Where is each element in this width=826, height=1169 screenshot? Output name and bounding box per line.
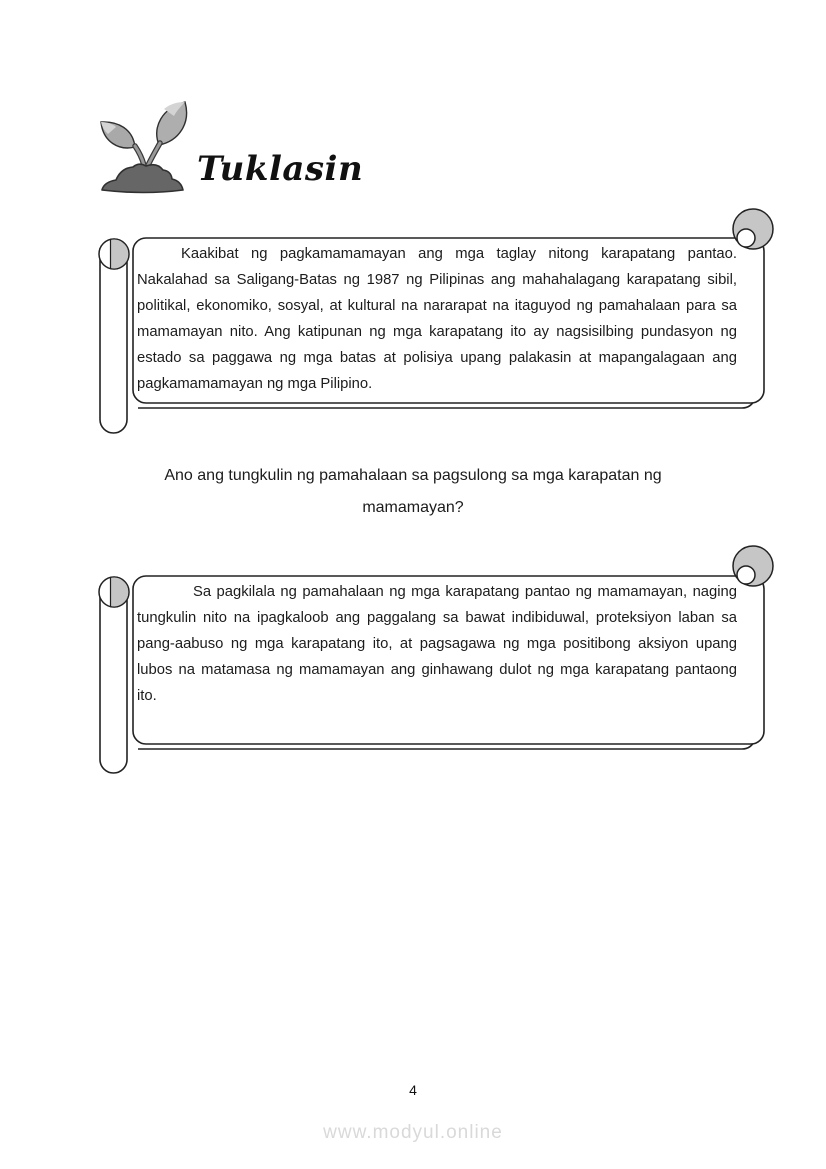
paragraph-line: pang-aabuso ng mga karapatang ito, at pagsagawa ng mga positibong aksiyon upang	[137, 636, 737, 652]
guide-question	[120, 460, 706, 524]
paragraph-line: politikal, ekonomiko, sosyal, at kultural na nararapat na itaguyod ng pamahalaan para sa	[137, 298, 737, 314]
paragraph-line: Sa pagkilala ng pamahalaan ng mga karapatang pantao ng mamamayan, naging	[193, 584, 737, 600]
question-line: Ano ang tungkulin ng pamahalaan sa pagsulong sa mga karapatan ng	[164, 467, 662, 484]
scroll-left-roll	[100, 249, 127, 433]
question-line: mamamayan?	[362, 499, 464, 516]
scroll-1-paragraph	[137, 241, 737, 397]
section-title: Tuklasin	[197, 148, 364, 189]
page-number: 4	[409, 1082, 417, 1098]
paragraph-line: pagkamamamayan ng mga Pilipino.	[137, 376, 373, 392]
paragraph-line: tungkulin nito na ipagkaloob ang paggalang sa bawat indibiduwal, proteksiyon laban sa	[137, 610, 737, 626]
seedling-icon	[94, 96, 194, 196]
paragraph-line: lubos na matamasa ng mamamayan ang ginhawang dulot ng mga karapatang pantaong	[137, 662, 737, 678]
scroll-right-curl-hook	[737, 229, 755, 247]
scroll-2-paragraph	[137, 579, 737, 709]
paragraph-line: estado sa paggawa ng mga batas at polisiya upang palakasin at mapangalagaan ang	[137, 350, 737, 366]
scroll-right-curl-hook	[737, 566, 755, 584]
paragraph-line: mamamayan nito. Ang katipunan ng mga karapatang ito ay nagsisilbing pundasyon ng	[137, 324, 737, 340]
watermark: www.modyul.online	[323, 1122, 503, 1143]
paragraph-line: Kaakibat ng pagkamamamayan ang mga taglay nitong karapatang pantao.	[181, 246, 737, 262]
soil-mound	[102, 164, 183, 192]
paragraph-line: ito.	[137, 688, 157, 704]
scroll-left-roll	[100, 587, 127, 773]
paragraph-line: Nakalahad sa Saligang-Batas ng 1987 ng Pilipinas ang mahahalagang karapatang sibil,	[137, 272, 737, 288]
seedling-icon-svg	[94, 96, 194, 196]
